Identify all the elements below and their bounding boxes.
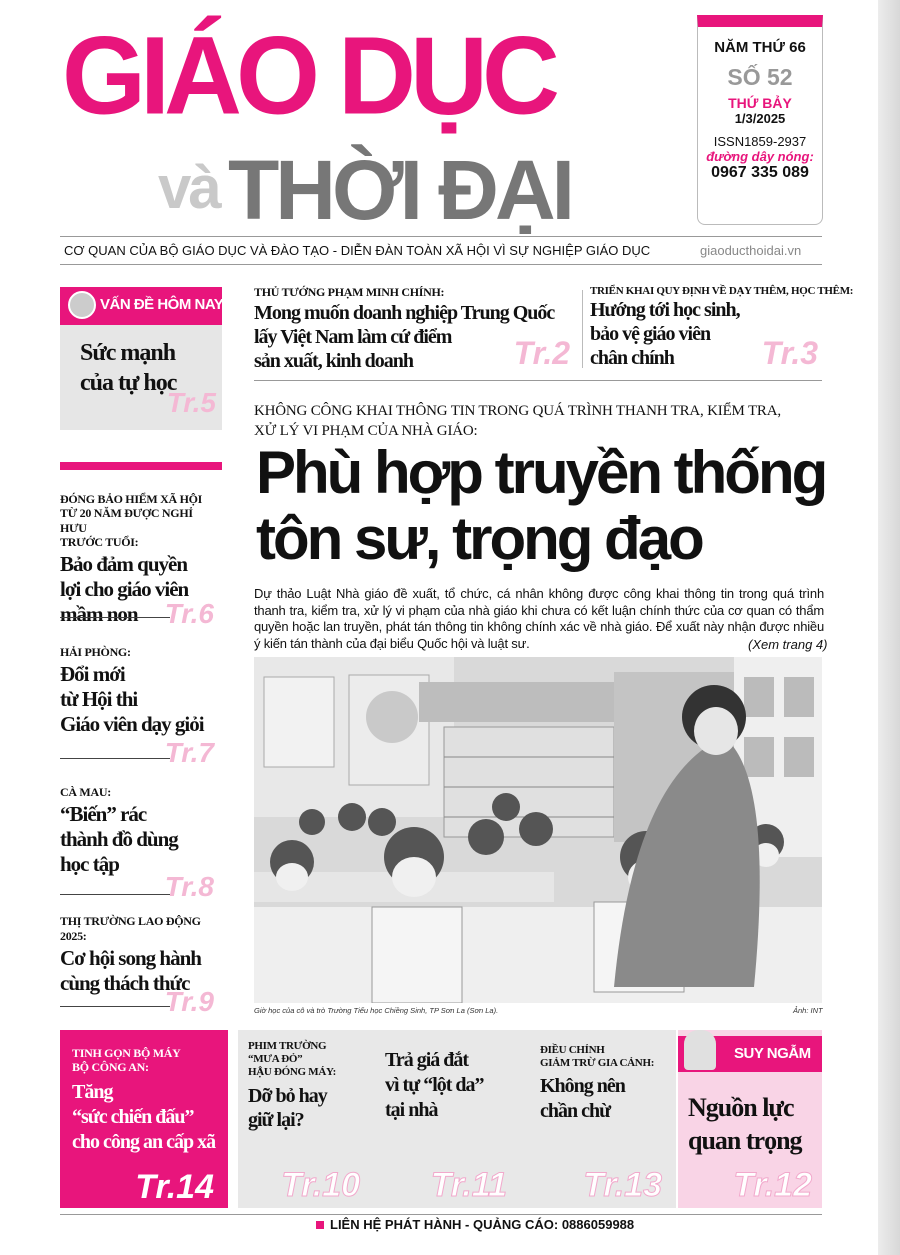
story-divider: [60, 758, 170, 759]
promo-page: Tr.10: [281, 1166, 360, 1204]
promo-kicker: TINH GỌN BỘ MÁY BỘ CÔNG AN:: [72, 1046, 181, 1075]
masthead-subtitle: THỜI ĐẠI: [228, 143, 571, 237]
bottom-promo-1[interactable]: [60, 1030, 228, 1208]
story-divider: [60, 894, 170, 895]
story-headline: Cơ hội song hành cùng thách thức: [60, 946, 201, 996]
promo-headline: Trả giá đắt vì tự “lột da” tại nhà: [385, 1049, 484, 1121]
top-divider-vertical: [582, 290, 583, 368]
reflection-page: Tr.12: [733, 1166, 812, 1204]
story-headline: Bảo đảm quyền lợi cho giáo viên mầm non: [60, 551, 189, 626]
story-page: Tr.9: [164, 986, 214, 1017]
top-story-headline: Hướng tới học sinh, bảo vệ giáo viên chân chính: [590, 299, 740, 369]
story-kicker: ĐÓNG BẢO HIỂM XÃ HỘI TỪ 20 NĂM ĐƯỢC NGHỈ HƯU TRƯỚC TUỔI:: [60, 492, 203, 550]
masthead-va: và: [158, 154, 219, 221]
lead-body: Dự thảo Luật Nhà giáo đề xuất, tổ chức, cá nhân không được công khai thông tin trong quá trình thanh tra, kiểm tra, xử lý vi phạm của nhà giáo khi chưa có kết luận chính thức của cơ quan có thẩm quyền hoặc lan truyền, phát tán thông tin không chính xác về nhà giáo. Để xuất này nhận được nhiều ý kiến tán thành của đại biểu Quốc hội và luật sư.: [254, 586, 824, 651]
today-label: VẤN ĐỀ HÔM NAY: [100, 296, 224, 313]
today-headline-1: Sức mạnh: [80, 340, 176, 366]
story-kicker: CÀ MAU:: [60, 785, 111, 799]
reflection-box[interactable]: [678, 1030, 822, 1208]
today-headline-2: của tự học: [80, 370, 177, 396]
hotline-label: đường dây nóng:: [706, 149, 814, 164]
tagline: CƠ QUAN CỦA BỘ GIÁO DỤC VÀ ĐÀO TẠO - DIỄN ĐÀN TOÀN XÃ HỘI VÌ SỰ NGHIỆP GIÁO DỤC: [64, 243, 651, 258]
today-box: [60, 287, 222, 430]
issue-number: SỐ 52: [727, 64, 793, 90]
story-headline: Đổi mới từ Hội thi Giáo viên dạy giỏi: [60, 662, 204, 737]
footer-bullet-icon: [316, 1221, 324, 1229]
top-story-kicker: THỦ TƯỚNG PHẠM MINH CHÍNH:: [254, 285, 445, 299]
promo-kicker: PHIM TRƯỜNG “MƯA ĐỎ” HẬU ĐÓNG MÁY:: [248, 1040, 336, 1079]
top-story-page: Tr.3: [761, 335, 818, 371]
promo-headline: Không nên chần chừ: [540, 1075, 625, 1123]
footer-contact: LIÊN HỆ PHÁT HÀNH - QUẢNG CÁO: 0886059988: [330, 1217, 635, 1232]
top-stories-rule: [254, 380, 822, 381]
reflection-label: SUY NGẪM: [734, 1045, 811, 1062]
story-headline: “Biến” rác thành đồ dùng học tập: [60, 802, 178, 877]
top-story-2[interactable]: [590, 285, 854, 373]
promo-page: Tr.14: [135, 1168, 214, 1206]
issue-issn: ISSN1859-2937: [713, 134, 807, 149]
promo-headline: Tăng “sức chiến đấu” cho công an cấp xã: [72, 1081, 216, 1153]
story-divider: [60, 1006, 170, 1007]
lead-photo: [254, 657, 822, 1003]
issue-year: NĂM THỨ 66: [714, 39, 806, 56]
sidebar-story-1[interactable]: [60, 492, 220, 630]
footer-rule: [60, 1214, 822, 1215]
story-page: Tr.6: [164, 598, 214, 629]
bottom-promo-2[interactable]: [248, 1040, 370, 1205]
thinker-icon: [684, 1030, 716, 1070]
story-kicker: HẢI PHÒNG:: [60, 645, 131, 659]
lead-headline[interactable]: Phù hợp truyền thống tôn sư, trọng đạo: [256, 439, 826, 572]
promo-page: Tr.11: [430, 1166, 507, 1204]
issue-box: [697, 15, 823, 225]
sidebar-rule: [60, 462, 222, 470]
reflection-headline: Nguồn lực quan trọng: [688, 1093, 802, 1155]
top-story-1[interactable]: [254, 285, 574, 373]
story-divider: [60, 617, 170, 618]
tagline-rule-top: [60, 236, 822, 237]
top-story-page: Tr.2: [513, 335, 570, 371]
globe-icon: [68, 291, 96, 319]
story-kicker: THỊ TRƯỜNG LAO ĐỘNG 2025:: [60, 914, 201, 943]
promo-kicker: ĐIỀU CHỈNH GIẢM TRỪ GIA CẢNH:: [540, 1044, 655, 1070]
promo-page: Tr.13: [583, 1166, 662, 1204]
issue-weekday: THỨ BẢY: [728, 95, 792, 111]
tagline-rule-bottom: [60, 264, 822, 265]
photo-caption: Giờ học của cô và trò Trường Tiểu học Chiềng Sinh, TP Sơn La (Sơn La).: [254, 1006, 499, 1015]
story-page: Tr.8: [164, 871, 214, 902]
sidebar-story-2[interactable]: [60, 645, 220, 770]
photo-credit: Ảnh: INT: [793, 1006, 823, 1015]
classroom-photo: [254, 657, 822, 1003]
sidebar-story-3[interactable]: [60, 785, 220, 907]
top-story-kicker: TRIỂN KHAI QUY ĐỊNH VỀ DẠY THÊM, HỌC THÊM:: [590, 285, 854, 297]
today-page[interactable]: Tr.5: [166, 387, 216, 418]
top-story-headline: Mong muốn doanh nghiệp Trung Quốc lấy Việt Nam làm cứ điểm sản xuất, kinh doanh: [254, 302, 555, 372]
lead-see-more[interactable]: (Xem trang 4): [744, 637, 827, 652]
page-edge-shadow: [878, 0, 900, 1255]
lead-kicker: KHÔNG CÔNG KHAI THÔNG TIN TRONG QUÁ TRÌNH THANH TRA, KIỂM TRA, XỬ LÝ VI PHẠM CỦA NHÀ GIÁO:: [254, 403, 781, 439]
website-link[interactable]: giaoducthoidai.vn: [700, 243, 802, 258]
today-label-bar: [60, 287, 222, 325]
reflection-label-bar: [678, 1036, 822, 1072]
bottom-promo-4[interactable]: [540, 1044, 670, 1205]
footer: [316, 1217, 634, 1232]
sidebar-story-4[interactable]: [60, 914, 220, 1017]
masthead-title: GIÁO DỤC: [62, 13, 554, 138]
story-page: Tr.7: [164, 737, 214, 768]
bottom-promo-3[interactable]: [385, 1040, 525, 1205]
promo-headline: Dỡ bỏ hay giữ lại?: [248, 1084, 327, 1131]
issue-date: 1/3/2025: [734, 111, 786, 126]
hotline-number: 0967 335 089: [711, 164, 809, 181]
